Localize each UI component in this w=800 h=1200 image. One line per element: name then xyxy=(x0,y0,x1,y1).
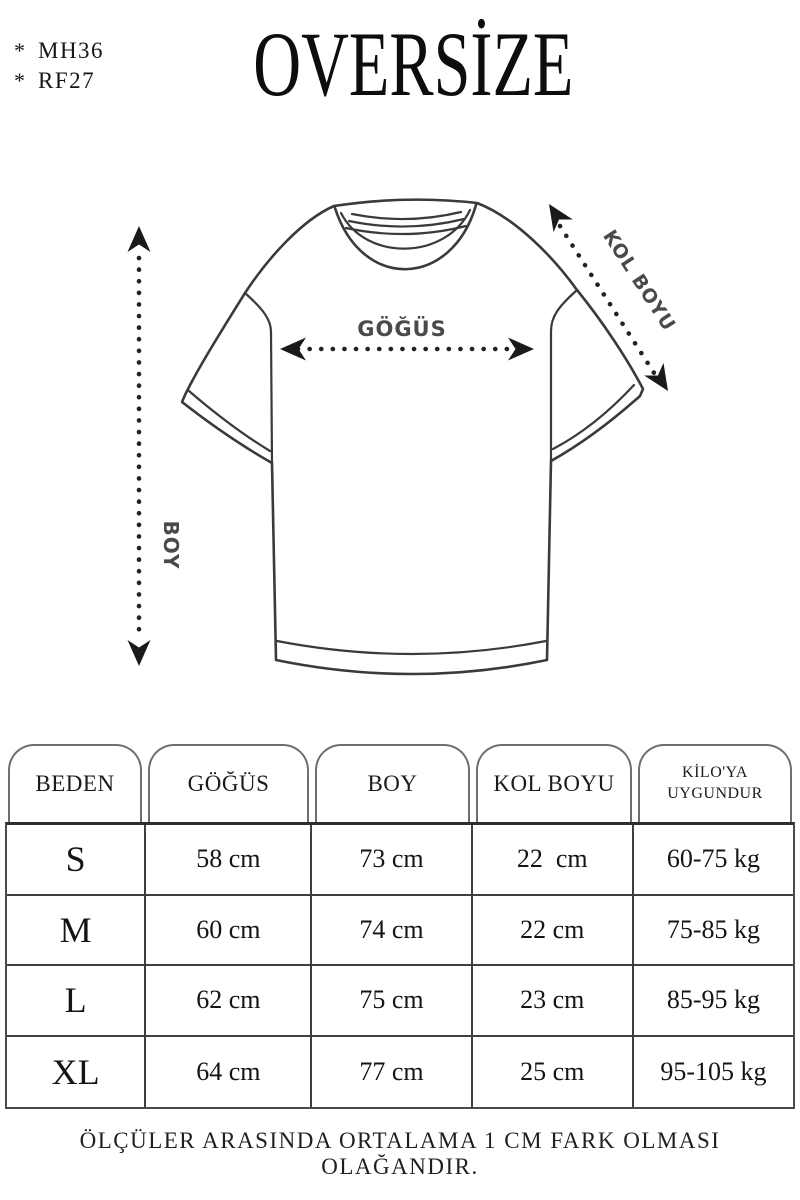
table-cell-sleeve: 23 cm xyxy=(473,966,634,1037)
table-cell-chest: 58 cm xyxy=(146,825,312,896)
table-cell-weight: 95-105 kg xyxy=(660,1056,767,1086)
product-code: MH36 xyxy=(38,38,105,63)
table-cell-length: 77 cm xyxy=(312,1037,472,1108)
size-table-body xyxy=(5,822,795,1109)
table-cell-chest: 62 cm xyxy=(146,966,312,1037)
table-cell-length: 74 cm xyxy=(312,896,472,967)
table-cell-sleeve: 22 cm xyxy=(473,896,634,967)
page-title: OVERSİZE xyxy=(252,13,574,115)
tolerance-note: ÖLÇÜLER ARASINDA ORTALAMA 1 CM FARK OLMASI OLAĞANDIR. xyxy=(79,1128,721,1179)
table-cell-length: 75 cm xyxy=(312,966,472,1037)
table-cell-size: S xyxy=(7,825,146,896)
column-header-kiloya-uygundur: KİLO'YA UYGUNDUR xyxy=(638,744,792,822)
length-label: BOY xyxy=(159,520,183,570)
asterisk-marker: * xyxy=(14,68,26,93)
table-cell-size: M xyxy=(7,896,146,967)
table-cell-weight: 85-95 kg xyxy=(634,966,793,1037)
table-cell-chest: 64 cm xyxy=(146,1037,312,1108)
tshirt-outline-drawing xyxy=(182,200,643,674)
table-cell-weight: 60-75 kg xyxy=(634,825,793,896)
arrowhead-down-icon xyxy=(128,640,151,666)
column-header-beden: BEDEN xyxy=(8,744,142,822)
table-cell-size: L xyxy=(7,966,146,1037)
table-cell-length: 73 cm xyxy=(312,825,472,896)
table-cell-size: XL xyxy=(7,1037,146,1108)
arrowhead-downright-icon xyxy=(644,363,677,397)
product-code: RF27 xyxy=(38,68,96,93)
table-cell-weight: 75-85 kg xyxy=(634,896,793,967)
table-cell-chest: 60 cm xyxy=(146,896,312,967)
size-table-header xyxy=(5,744,795,822)
column-header-boy: BOY xyxy=(315,744,470,822)
chest-label: GÖĞÜS xyxy=(357,317,447,341)
asterisk-marker: * xyxy=(14,38,26,63)
sleeve-label: KOL BOYU xyxy=(598,226,680,336)
column-header-gogus: GÖĞÜS xyxy=(148,744,309,822)
table-cell-sleeve: 22 cm xyxy=(473,825,634,896)
length-arrow xyxy=(128,226,184,666)
arrowhead-upleft-icon xyxy=(539,198,572,232)
size-table xyxy=(5,744,795,1109)
column-header-kol-boyu: KOL BOYU xyxy=(476,744,632,822)
arrowhead-up-icon xyxy=(128,226,151,252)
table-cell-sleeve: 25 cm xyxy=(473,1037,634,1108)
